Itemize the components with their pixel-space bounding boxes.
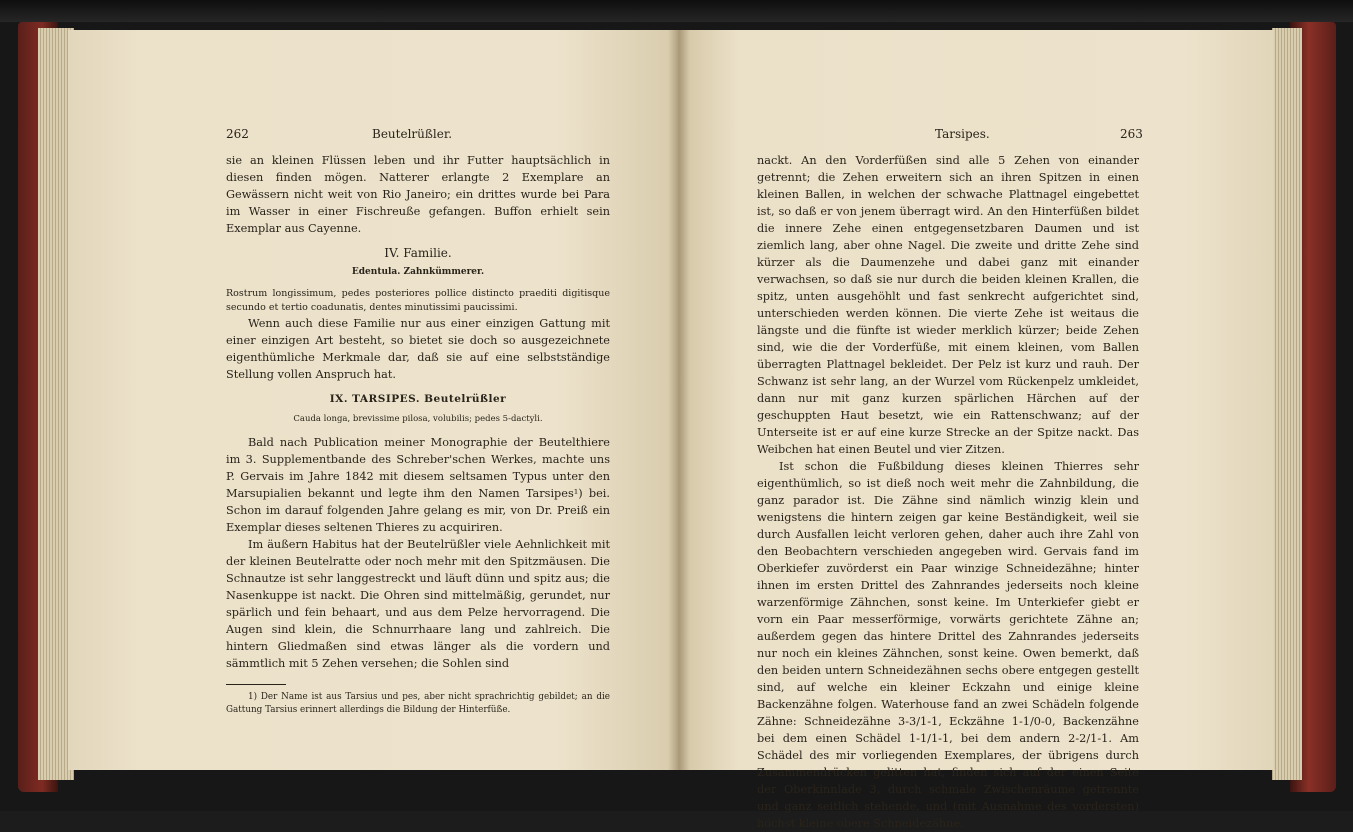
genus-heading: IX. TARSIPES. Beutelrüßler (329, 393, 507, 405)
book-gutter (668, 30, 690, 770)
footnote: 1) Der Name ist aus Tarsius und pes, aber nicht sprachrichtig gebildet; an die Gattung Tarsius erinnert allerdings die Bildung der Hinterfüße. (226, 692, 610, 715)
right-text-column (757, 152, 1139, 832)
left-text-column (226, 152, 610, 717)
right-running-head: Tarsipes. (935, 127, 990, 141)
family-subheading: Edentula. Zahnkümmerer. (351, 267, 485, 277)
family-heading: IV. Familie. (384, 246, 452, 260)
right-page-number: 263 (1120, 127, 1143, 141)
footnote-rule (226, 684, 286, 685)
left-paragraph-1: sie an kleinen Flüssen leben und ihr Futter hauptsächlich in diesen finden mögen. Natterer erlangte 2 Exemplare an Gewässern nicht weit von Rio Janeiro; ein drittes wurde bei Para im Wasser in einer Fischreuße gefangen. Buffon erhielt sein Exemplar aus Cayenne. (226, 154, 610, 235)
right-paragraph-1: nackt. An den Vorderfüßen sind alle 5 Zehen von einander getrennt; die Zehen erweitern sich an ihren Spitzen in einen kleinen Ballen, in welchen der schwache Plattnagel eingebettet ist, so daß er von jenem überragt wird. An den Hinterfüßen bildet die innere Zehe einen entgegensetzbaren Daumen und ist ziemlich lang, aber ohne Nagel. Die zweite und dritte Zehe sind kürzer als die Daumenzehe und dabei ganz mit einander verwachsen, so daß sie nur durch die beiden kleinen Krallen, die spitz, unten ausgehöhlt und fast senkrecht aufgerichtet sind, unterschieden werden können. Die vierte Zehe ist weitaus die längste und die fünfte ist wieder merklich kürzer; beide Zehen sind, wie die der Vorderfüße, mit einem kleinen, vom Ballen überragten Plattnagel bekleidet. Der Pelz ist kurz und rauh. Der Schwanz ist sehr lang, an der Wurzel vom Rückenpelz umkleidet, dann nur mit ganz kurzen spärlichen Härchen auf der geschuppten Haut besetzt, wie ein Rattenschwanz; auf der Unterseite ist er auf eine kurze Strecke an der Spitze nackt. Das Weibchen hat einen Beutel und vier Zitzen. (757, 154, 1139, 456)
top-shadow-band (0, 0, 1353, 22)
left-paragraph-4: Im äußern Habitus hat der Beutelrüßler viele Aehnlichkeit mit der kleinen Beutelratte oder noch mehr mit den Spitzmäusen. Die Schnautze ist sehr langgestreckt und läuft dünn und spitz aus; die Nasenkuppe ist nackt. Die Ohren sind mittelmäßig, gerundet, nur spärlich und fein behaart, und aus dem Pelze hervorragend. Die Augen sind klein, die Schnurrhaare lang und zahlreich. Die hintern Gliedmaßen sind etwas länger als die vordern und sämmtlich mit 5 Zehen versehen; die Sohlen sind (226, 538, 610, 670)
left-paragraph-2: Wenn auch diese Familie nur aus einer einzigen Gattung mit einer einzigen Art besteht, so bietet sie doch so ausgezeichnete eigenthümliche Merkmale dar, daß sie auf eine selbstständige Stellung vollen Anspruch hat. (226, 317, 610, 381)
family-latin-diagnosis: Rostrum longissimum, pedes posteriores pollice distincto praediti digitisque secundo et tertio coadunatis, dentes minutissimi paucissimi. (226, 288, 610, 313)
left-paragraph-3: Bald nach Publication meiner Monographie der Beutelthiere im 3. Supplementbande des Schreber'schen Werkes, machte uns P. Gervais im Jahre 1842 mit diesem seltsamen Typus unter den Marsupialien bekannt und legte ihm den Namen Tarsipes¹) bei. Schon im darauf folgenden Jahre gelang es mir, von Dr. Preiß ein Exemplar dieses seltenen Thieres zu acquiriren. (226, 436, 610, 534)
left-running-head: Beutelrüßler. (372, 127, 453, 141)
page-edges-right (1272, 28, 1302, 780)
genus-latin-diagnosis: Cauda longa, brevissime pilosa, volubilis; pedes 5-dactyli. (293, 414, 543, 424)
left-page-number: 262 (226, 127, 249, 141)
right-paragraph-2: Ist schon die Fußbildung dieses kleinen Thierres sehr eigenthümlich, so ist dieß noch weit mehr die Zahnbildung, die ganz parador ist. Die Zähne sind nämlich winzig klein und wenigstens die hintern zeigen gar keine Beständigkeit, weil sie durch Ausfallen leicht verloren gehen, daher auch ihre Zahl von den Beobachtern verschieden angegeben wird. Gervais fand im Oberkiefer zuvörderst ein Paar winzige Schneidezähne; hinter ihnen im ersten Drittel des Zahnrandes jederseits noch kleine warzenförmige Zähnchen, sonst keine. Im Unterkiefer giebt er vorn ein Paar messerförmige, vorwärts gerichtete Zähne an; außerdem gegen das hintere Drittel des Zahnrandes jederseits nur noch ein kleines Zähnchen, sonst keine. Owen bemerkt, daß den beiden untern Schneidezähnen sechs obere entgegen gestellt sind, auf welche ein kleiner Eckzahn und einige kleine Backenzähne folgen. Waterhouse fand an zwei Schädeln folgende Zähne: Schneidezähne 3-3/1-1, Eckzähne 1-1/0-0, Backenzähne bei dem einen Schädel 1-1/1-1, bei dem andern 2-2/1-1. Am Schädel des mir vorliegenden Exemplares, der übrigens durch Zusammendrücken gelitten hat, finden sich auf der einen Seite der Oberkinnlade 3, durch schmale Zwischenräume getrennte und ganz seitlich stehende, und (mit Ausnahme des vordersten) höchst kleine obere Schneidezähne. (757, 460, 1139, 830)
